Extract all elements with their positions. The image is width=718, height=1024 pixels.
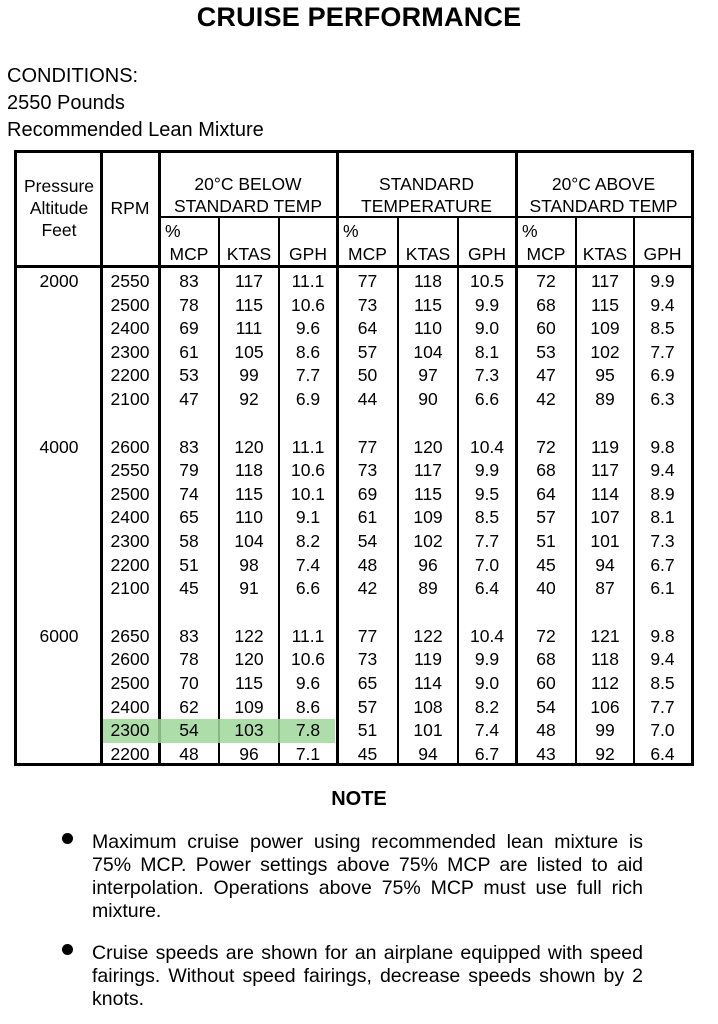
conditions-weight: 2550 Pounds bbox=[7, 92, 125, 114]
table-cell: 108 bbox=[413, 696, 443, 717]
table-cell: 101 bbox=[590, 531, 620, 551]
header-percent: % bbox=[165, 221, 181, 241]
table-cell: 110 bbox=[235, 507, 263, 528]
table-cell: 115 bbox=[235, 483, 263, 504]
table-cell: 7.4 bbox=[295, 554, 321, 575]
altitude-value: 4000 bbox=[39, 436, 79, 457]
table-cell: 54 bbox=[536, 696, 556, 717]
table-cell: 48 bbox=[179, 743, 199, 764]
table-cell: 122 bbox=[413, 625, 443, 646]
table-cell: 57 bbox=[357, 341, 378, 362]
table-cell: 64 bbox=[536, 483, 556, 504]
header-group-title: 20°C ABOVE bbox=[551, 174, 656, 194]
table-cell: 94 bbox=[595, 554, 615, 575]
table-cell: 6.6 bbox=[295, 578, 321, 599]
table-cell: 47 bbox=[179, 389, 199, 409]
table-cell: 9.8 bbox=[650, 436, 675, 457]
table-cell: 77 bbox=[357, 436, 378, 457]
table-cell: 106 bbox=[590, 696, 620, 717]
cruise-performance-table bbox=[14, 150, 694, 766]
table-cell: 72 bbox=[536, 625, 556, 646]
table-cell: 90 bbox=[418, 389, 438, 409]
table-cell: 9.1 bbox=[295, 507, 321, 528]
table-cell: 11.1 bbox=[291, 436, 325, 457]
rpm-value: 2600 bbox=[110, 649, 150, 670]
note-item: Cruise speeds are shown for an airplane equipped with speed fairings. Without speed fairings, decrease speeds shown by 2 knots. bbox=[92, 942, 643, 1010]
table-cell: 83 bbox=[179, 625, 199, 646]
table-cell: 107 bbox=[590, 507, 620, 528]
table-cell: 102 bbox=[413, 531, 443, 551]
table-cell: 72 bbox=[536, 436, 556, 457]
table-cell: 64 bbox=[357, 318, 378, 339]
table-cell: 115 bbox=[414, 294, 442, 315]
table-cell: 83 bbox=[179, 436, 199, 457]
header-pressure-altitude: Pressure bbox=[23, 176, 95, 196]
table-header-divider bbox=[17, 265, 691, 268]
table-cell: 6.1 bbox=[650, 578, 675, 599]
table-cell: 73 bbox=[357, 460, 378, 481]
conditions-block bbox=[7, 63, 264, 144]
table-cell: 9.9 bbox=[474, 294, 500, 315]
table-cell: 9.4 bbox=[650, 460, 675, 481]
header-mcp: MCP bbox=[169, 244, 209, 264]
table-cell: 8.5 bbox=[650, 318, 675, 339]
table-cell: 9.0 bbox=[474, 318, 500, 339]
header-pressure-altitude: Altitude bbox=[29, 198, 89, 218]
table-cell: 10.5 bbox=[469, 271, 505, 291]
table-cell: 119 bbox=[591, 436, 619, 457]
table-cell: 8.5 bbox=[474, 507, 500, 528]
table-cell: 47 bbox=[536, 365, 556, 386]
table-cell: 51 bbox=[357, 720, 378, 741]
table-cell: 9.8 bbox=[650, 625, 675, 646]
rpm-value: 2500 bbox=[110, 294, 150, 315]
table-cell: 104 bbox=[234, 531, 264, 551]
table-cell: 7.3 bbox=[474, 365, 500, 386]
table-cell: 9.9 bbox=[474, 460, 500, 481]
table-cell: 42 bbox=[536, 389, 556, 409]
table-cell: 45 bbox=[357, 743, 378, 764]
table-cell: 8.5 bbox=[650, 673, 675, 693]
table-cell: 10.6 bbox=[290, 649, 326, 670]
table-cell: 51 bbox=[536, 531, 556, 551]
table-cell: 57 bbox=[357, 696, 378, 717]
table-cell: 99 bbox=[239, 365, 259, 386]
table-cell: 53 bbox=[179, 365, 199, 386]
rpm-value: 2550 bbox=[110, 271, 150, 291]
table-cell: 95 bbox=[595, 365, 615, 386]
table-cell: 83 bbox=[179, 271, 199, 291]
table-cell: 65 bbox=[357, 673, 378, 693]
header-group-title: STANDARD bbox=[379, 174, 474, 194]
header-ktas: KTAS bbox=[226, 244, 272, 264]
table-cell: 7.7 bbox=[650, 696, 675, 717]
altitude-value: 6000 bbox=[39, 625, 79, 646]
table-cell: 11.1 bbox=[291, 625, 325, 646]
table-cell: 8.1 bbox=[650, 507, 675, 528]
table-cell: 40 bbox=[536, 578, 556, 599]
table-cell: 121 bbox=[590, 625, 620, 646]
table-cell: 103 bbox=[234, 720, 264, 741]
table-cell: 96 bbox=[239, 743, 259, 764]
table-cell: 69 bbox=[179, 318, 199, 339]
bullet-icon bbox=[62, 833, 73, 844]
table-cell: 50 bbox=[357, 365, 378, 386]
rpm-value: 2400 bbox=[110, 696, 150, 717]
table-cell: 118 bbox=[414, 271, 442, 291]
header-gph: GPH bbox=[643, 244, 682, 264]
table-cell: 68 bbox=[536, 460, 556, 481]
table-cell: 48 bbox=[536, 720, 556, 741]
table-cell: 98 bbox=[239, 554, 259, 575]
table-cell: 8.2 bbox=[474, 696, 500, 717]
table-cell: 43 bbox=[536, 743, 556, 764]
table-cell: 111 bbox=[235, 318, 263, 339]
bullet-icon bbox=[62, 944, 73, 955]
header-rpm: RPM bbox=[110, 198, 150, 218]
table-cell: 114 bbox=[414, 673, 442, 693]
table-cell: 54 bbox=[179, 720, 199, 741]
table-cell: 10.4 bbox=[469, 436, 505, 457]
table-cell: 54 bbox=[357, 531, 378, 551]
header-group-title: TEMPERATURE bbox=[361, 196, 492, 216]
table-cell: 115 bbox=[591, 294, 619, 315]
table-cell: 8.1 bbox=[474, 341, 500, 362]
table-cell: 74 bbox=[179, 483, 199, 504]
table-cell: 10.4 bbox=[469, 625, 505, 646]
table-cell: 68 bbox=[536, 649, 556, 670]
rpm-value: 2500 bbox=[110, 673, 150, 693]
table-cell: 122 bbox=[234, 625, 264, 646]
table-cell: 94 bbox=[418, 743, 438, 764]
table-cell: 6.7 bbox=[474, 743, 500, 764]
table-cell: 9.0 bbox=[474, 673, 500, 693]
table-cell: 10.1 bbox=[290, 483, 326, 504]
note-title: NOTE bbox=[331, 788, 387, 810]
table-cell: 72 bbox=[536, 271, 556, 291]
table-cell: 97 bbox=[418, 365, 438, 386]
table-cell: 60 bbox=[536, 673, 556, 693]
table-cell: 68 bbox=[536, 294, 556, 315]
altitude-value: 2000 bbox=[39, 271, 79, 291]
table-cell: 7.0 bbox=[650, 720, 675, 741]
rpm-value: 2200 bbox=[110, 743, 150, 764]
header-group-title: STANDARD TEMP bbox=[173, 196, 323, 216]
table-cell: 112 bbox=[591, 673, 619, 693]
header-pressure-altitude: Feet bbox=[41, 220, 77, 240]
table-cell: 92 bbox=[595, 743, 615, 764]
table-cell: 61 bbox=[357, 507, 378, 528]
table-cell: 6.9 bbox=[295, 389, 321, 409]
table-cell: 77 bbox=[357, 625, 378, 646]
table-cell: 117 bbox=[591, 460, 619, 481]
table-cell: 48 bbox=[357, 554, 378, 575]
table-cell: 6.3 bbox=[650, 389, 675, 409]
table-cell: 89 bbox=[418, 578, 438, 599]
header-ktas: KTAS bbox=[582, 244, 628, 264]
table-cell: 8.6 bbox=[295, 696, 321, 717]
table-cell: 11.1 bbox=[291, 271, 325, 291]
table-cell: 102 bbox=[590, 341, 620, 362]
header-group-title: 20°C BELOW bbox=[194, 174, 302, 194]
table-cell: 8.6 bbox=[295, 341, 321, 362]
table-cell: 44 bbox=[357, 389, 378, 409]
table-cell: 7.3 bbox=[650, 531, 675, 551]
table-cell: 6.4 bbox=[474, 578, 500, 599]
table-cell: 9.6 bbox=[295, 318, 321, 339]
table-cell: 61 bbox=[179, 341, 199, 362]
rpm-value: 2200 bbox=[110, 554, 150, 575]
table-cell: 7.4 bbox=[474, 720, 500, 741]
rpm-value: 2300 bbox=[110, 341, 150, 362]
page-title: CRUISE PERFORMANCE bbox=[196, 2, 522, 32]
table-cell: 73 bbox=[357, 649, 378, 670]
table-cell: 8.9 bbox=[650, 483, 675, 504]
table-cell: 7.0 bbox=[474, 554, 500, 575]
table-cell: 7.1 bbox=[295, 743, 321, 764]
table-cell: 42 bbox=[357, 578, 378, 599]
header-mcp: MCP bbox=[348, 244, 387, 264]
table-cell: 73 bbox=[357, 294, 378, 315]
table-cell: 119 bbox=[414, 649, 442, 670]
table-cell: 118 bbox=[235, 460, 263, 481]
header-gph: GPH bbox=[468, 244, 506, 264]
table-cell: 65 bbox=[179, 507, 199, 528]
table-cell: 53 bbox=[536, 341, 556, 362]
rpm-value: 2300 bbox=[110, 720, 150, 741]
header-percent: % bbox=[343, 221, 359, 241]
table-cell: 78 bbox=[179, 649, 199, 670]
table-cell: 8.2 bbox=[295, 531, 321, 551]
header-gph: GPH bbox=[289, 244, 327, 264]
table-cell: 109 bbox=[234, 696, 264, 717]
table-cell: 96 bbox=[418, 554, 438, 575]
table-cell: 99 bbox=[595, 720, 615, 741]
rpm-value: 2400 bbox=[110, 507, 150, 528]
table-cell: 60 bbox=[536, 318, 556, 339]
table-cell: 117 bbox=[414, 460, 442, 481]
table-cell: 58 bbox=[179, 531, 199, 551]
table-cell: 117 bbox=[235, 271, 263, 291]
table-cell: 115 bbox=[235, 673, 263, 693]
conditions-mixture: Recommended Lean Mixture bbox=[7, 119, 264, 141]
table-cell: 77 bbox=[357, 271, 378, 291]
table-cell: 6.6 bbox=[474, 389, 500, 409]
table-cell: 9.9 bbox=[474, 649, 500, 670]
table-cell: 109 bbox=[590, 318, 620, 339]
table-cell: 92 bbox=[239, 389, 259, 409]
table-cell: 115 bbox=[235, 294, 263, 315]
table-cell: 78 bbox=[179, 294, 199, 315]
table-cell: 6.4 bbox=[650, 743, 675, 764]
table-cell: 110 bbox=[414, 318, 442, 339]
table-cell: 10.6 bbox=[290, 460, 326, 481]
table-cell: 91 bbox=[239, 578, 259, 599]
table-cell: 7.8 bbox=[295, 720, 321, 741]
table-cell: 9.4 bbox=[650, 294, 675, 315]
rpm-value: 2100 bbox=[110, 578, 150, 599]
table-cell: 7.7 bbox=[474, 531, 500, 551]
table-cell: 9.5 bbox=[474, 483, 500, 504]
rpm-value: 2400 bbox=[110, 318, 150, 339]
table-cell: 9.6 bbox=[295, 673, 321, 693]
rpm-value: 2300 bbox=[110, 531, 150, 551]
rpm-value: 2600 bbox=[110, 436, 150, 457]
rpm-value: 2200 bbox=[110, 365, 150, 386]
table-cell: 109 bbox=[413, 507, 443, 528]
table-cell: 79 bbox=[179, 460, 199, 481]
table-cell: 105 bbox=[234, 341, 264, 362]
table-cell: 89 bbox=[595, 389, 615, 409]
table-cell: 114 bbox=[591, 483, 619, 504]
table-cell: 57 bbox=[536, 507, 556, 528]
table-cell: 104 bbox=[413, 341, 443, 362]
table-cell: 118 bbox=[591, 649, 619, 670]
table-cell: 87 bbox=[595, 578, 615, 599]
table-cell: 70 bbox=[179, 673, 199, 693]
table-cell: 120 bbox=[413, 436, 443, 457]
table-cell: 45 bbox=[536, 554, 556, 575]
table-cell: 117 bbox=[591, 271, 619, 291]
table-cell: 6.9 bbox=[650, 365, 675, 386]
table-cell: 9.9 bbox=[650, 271, 675, 291]
note-item: Maximum cruise power using recommended lean mixture is 75% MCP. Power settings above 75% MCP are listed to aid interpolation. Operations above 75% MCP must use full rich mixture. bbox=[92, 831, 643, 922]
header-mcp: MCP bbox=[526, 244, 566, 264]
header-ktas: KTAS bbox=[405, 244, 451, 264]
rpm-value: 2550 bbox=[110, 460, 150, 481]
table-cell: 115 bbox=[414, 483, 442, 504]
table-cell: 6.7 bbox=[650, 554, 675, 575]
table-cell: 51 bbox=[179, 554, 199, 575]
conditions-heading: CONDITIONS: bbox=[7, 65, 139, 87]
header-group-title: STANDARD TEMP bbox=[529, 196, 678, 216]
table-cell: 120 bbox=[234, 649, 264, 670]
header-percent: % bbox=[522, 221, 538, 241]
table-cell: 62 bbox=[179, 696, 199, 717]
table-cell: 10.6 bbox=[290, 294, 326, 315]
table-cell: 7.7 bbox=[295, 365, 321, 386]
rpm-value: 2650 bbox=[110, 625, 150, 646]
table-cell: 9.4 bbox=[650, 649, 675, 670]
table-cell: 45 bbox=[179, 578, 199, 599]
table-cell: 7.7 bbox=[650, 341, 675, 362]
rpm-value: 2500 bbox=[110, 483, 150, 504]
rpm-value: 2100 bbox=[110, 389, 150, 409]
table-cell: 69 bbox=[357, 483, 378, 504]
table-cell: 120 bbox=[234, 436, 264, 457]
table-cell: 101 bbox=[413, 720, 443, 741]
